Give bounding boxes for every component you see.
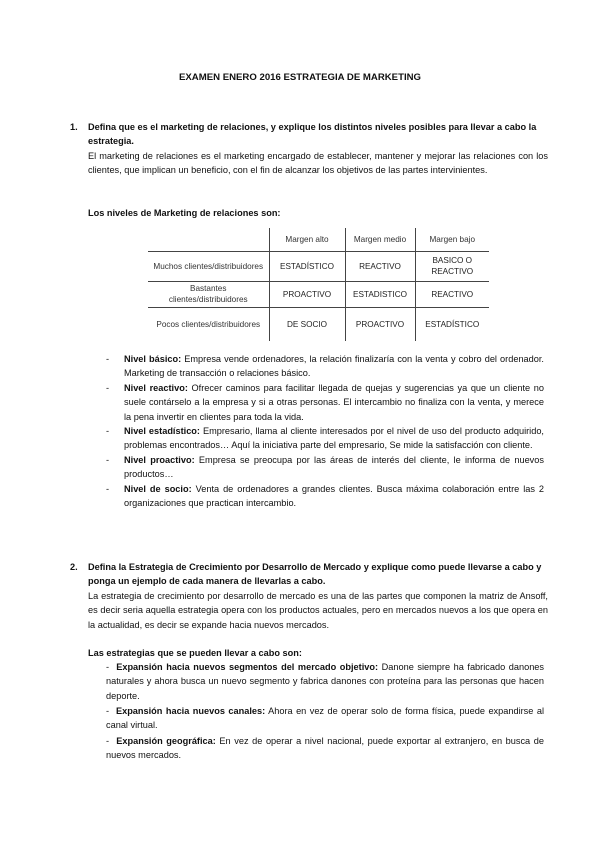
question-2-number: 2. [70, 562, 78, 572]
list-item-term: Nivel proactivo: [124, 454, 195, 465]
levels-heading: Los niveles de Marketing de relaciones son: [88, 208, 281, 218]
strategy-term: Expansión hacia nuevos segmentos del mercado objetivo: [116, 662, 379, 672]
table-row-header: Pocos clientes/distribuidores [148, 307, 269, 341]
question-2-answer: La estrategia de crecimiento por desarrollo de mercado es una de las partes que componen la matriz de Ansoff, es decir seria aquella estrategia opera con los productos actuales, pero en mercados nuevos a los que opera en la actualidad, es decir se expande hacia nuevos mercados. [88, 590, 548, 630]
list-item [106, 453, 544, 482]
question-1 [70, 120, 548, 178]
question-2 [70, 560, 548, 632]
list-item-text: Empresa vende ordenadores, la relación finalizaría con la venta y cobro del ordenador. Marketing de transacción o relaciones básico. [124, 354, 544, 379]
table-row [148, 281, 489, 307]
strategy-item [106, 704, 544, 733]
strategy-item [106, 734, 544, 763]
page-title: EXAMEN ENERO 2016 ESTRATEGIA DE MARKETING [178, 72, 421, 83]
table-cell: BASICO O REACTIVO [415, 251, 489, 281]
list-dash: - [106, 483, 110, 494]
table-row [148, 307, 489, 341]
table-row-header: Bastantes clientes/distribuidores [148, 281, 269, 307]
question-1-text: Defina que es el marketing de relaciones, y explique los distintos niveles posibles para llevar a cabo la estrategia. [88, 122, 537, 147]
list-item [106, 352, 544, 381]
list-item-term: Nivel básico: [124, 354, 182, 364]
table-cell: ESTADISTICO [345, 281, 415, 307]
list-item [106, 424, 544, 453]
table-row [148, 251, 489, 281]
table-cell: REACTIVO [345, 251, 415, 281]
levels-table [148, 228, 489, 341]
strategy-term: Expansión hacia nuevos canales: [115, 706, 266, 716]
table-header-cell: Margen alto [269, 228, 345, 251]
list-item-text: Venta de ordenadores a grandes clientes. Busca máxima colaboración entre las 2 organizaciones que practican intercambio. [124, 483, 545, 509]
table-cell: REACTIVO [415, 281, 489, 307]
table-header-cell: Margen bajo [415, 228, 489, 251]
list-item-term: Nivel estadístico: [124, 426, 200, 437]
list-dash: - [106, 454, 110, 465]
list-dash: - [106, 382, 110, 393]
table-cell: PROACTIVO [345, 307, 415, 341]
list-item-text: Empresa se preocupa por las áreas de interés del cliente, le informa de nuevos productos… [124, 454, 544, 480]
table-cell: DE SOCIO [269, 307, 345, 341]
list-item-term: Nivel reactivo: [124, 382, 188, 393]
strategy-dash: - [106, 662, 110, 672]
list-item-text: Ofrecer caminos para facilitar llegada de quejas y sugerencias ya que un cliente no suele contárselo a la empresa y si a otras personas. El intercambio no finaliza con la venta, y merece la pena invertir en clientes para toda la vida. [124, 382, 545, 422]
question-1-number: 1. [70, 122, 78, 132]
strategies-heading: Las estrategias que se pueden llevar a cabo son: [88, 648, 302, 658]
list-item-term: Nivel de socio: [124, 483, 192, 494]
list-dash: - [106, 354, 110, 364]
list-item-text: Empresario, llama al cliente interesados por el nivel de uso del producto adquirido, problemas encontrados… Aquí la iniciativa parte del empresario, Se mide la satisfacción con cliente. [124, 426, 544, 451]
question-2-text: Defina la Estrategia de Crecimiento por Desarrollo de Mercado y explique como puede llevarse a cabo y ponga un ejemplo de cada manera de llevarlas a cabo. [88, 562, 542, 587]
table-row-header: Muchos clientes/distribuidores [148, 251, 269, 281]
table-cell: PROACTIVO [269, 281, 345, 307]
strategy-text: Ahora en vez de operar solo de forma física, puede expandirse al canal virtual. [106, 706, 544, 731]
question-1-answer: El marketing de relaciones es el marketing encargado de establecer, mantener y mejorar las relaciones con los clientes, que implican un beneficio, con el fin de alcanzar los objetivos de las partes intervinientes. [88, 150, 548, 176]
table-header-cell: Margen medio [345, 228, 415, 251]
strategy-item [106, 660, 544, 703]
list-item [106, 381, 544, 424]
strategy-dash: - [106, 706, 110, 716]
table-corner-cell [148, 228, 269, 251]
levels-list [106, 352, 544, 510]
table-cell: ESTADÍSTICO [415, 307, 489, 341]
list-dash: - [106, 426, 110, 437]
table-header-row [148, 228, 489, 251]
strategy-dash: - [106, 736, 110, 746]
strategy-text: Danone siempre ha fabricado danones naturales y ahora busca un nuevo segmento y fabrica danones con proteína para las personas que hacen deporte. [106, 662, 545, 701]
strategy-text: En vez de operar a nivel nacional, puede exportar al extranjero, en busca de nuevos mercados. [106, 736, 544, 761]
strategy-term: Expansión geográfica: [116, 736, 216, 746]
list-item [106, 482, 544, 511]
table-cell: ESTADÍSTICO [269, 251, 345, 281]
